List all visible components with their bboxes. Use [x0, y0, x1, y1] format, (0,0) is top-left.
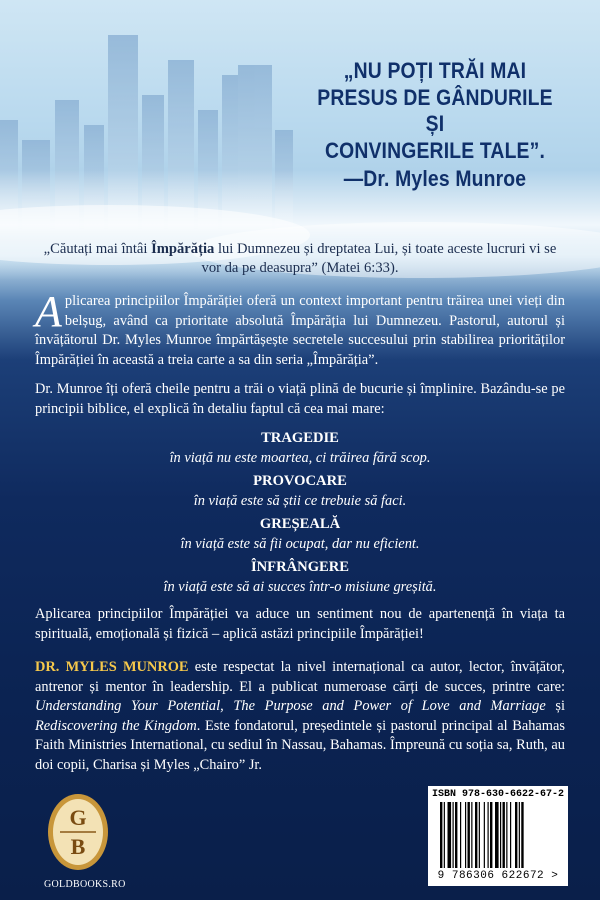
key-word: ÎNFRÂNGERE: [250, 559, 350, 575]
logo-letter-bottom: B: [70, 834, 86, 859]
barcode-stripe: [444, 802, 445, 868]
key-description: în viață este să fii ocupat, dar nu eficient.: [180, 535, 420, 552]
goldbooks-emblem-icon: [44, 792, 112, 872]
barcode-stripe: [515, 802, 517, 868]
publisher-name: GOLDBOOKS.RO: [44, 879, 126, 890]
publisher-logo: [44, 792, 126, 890]
barcode-digits: 9 786306 622672 >: [437, 870, 559, 882]
keys-intro-paragraph: Dr. Munroe îți oferă cheile pentru a trăi o viață plină de bucurie și împlinire. Bazându-se pe principii biblice, el explică în detaliu faptul că cea mai mare:: [35, 381, 565, 417]
author-bio: DR. MYLES MUNROE este respectat la nivel internațional ca autor, lector, învățător, antrenor și mentor în leadership. El a publicat numeroase cărți de succes, printre care: Understanding Your Potential, The Purpose and Power of Love and Marriage și Rediscovering the Kingdom. Este fondatorul, președintele și pastorul principal al Bahamas Faith Ministries International, cu sediul în Nassau, Bahamas. Împreună cu soția sa, Ruth, au doi copii, Charisa și Myles „Chairo” Jr.: [35, 659, 566, 773]
quote-line-2: PRESUS DE GÂNDURILE ȘI: [317, 84, 553, 137]
intro-paragraph: Aplicarea principiilor Împărăției oferă un context important pentru trăirea unei vieți din belșug, având ca prioritate absolută Împărăția lui Dumnezeu. Pastorul, autorul și învățătorul Dr. Myles Munroe împărtășește secretele succesului prin stabilirea priorităților Împărăției în această a treia carte a sa din seria „Împărăția”.: [35, 287, 565, 368]
logo-letter-top: G: [69, 805, 87, 830]
barcode-stripe: [503, 802, 505, 868]
key-item: [35, 515, 565, 554]
back-cover-text: [35, 287, 566, 785]
barcode-stripe: [490, 802, 492, 868]
quote-line-1: „NU POȚI TRĂI MAI: [343, 58, 527, 83]
key-word: PROVOCARE: [253, 473, 347, 489]
barcode-stripe: [488, 802, 489, 868]
closing-paragraph: Aplicarea principiilor Împărăției va aduce un sentiment nou de apartenență în viața ta spirituală, emoțională și fizică – aplică astăzi principiile Împărăției!: [35, 606, 565, 642]
drop-cap: A: [35, 287, 62, 336]
barcode-stripe: [453, 802, 454, 868]
barcode-stripe: [521, 802, 523, 868]
barcode-bars: [440, 802, 556, 870]
barcode-stripe: [510, 802, 511, 868]
quote-line-3: CONVINGERILE TALE”.: [324, 137, 546, 163]
bible-verse: „Căutați mai întâi Împărăția lui Dumnezeu și dreptatea Lui, și toate aceste lucruri vi se vor da pe deasupra” (Matei 6:33).: [43, 241, 557, 276]
barcode-stripe: [448, 802, 452, 868]
key-item: [35, 558, 565, 597]
barcode-stripe: [471, 802, 472, 868]
barcode-stripe: [519, 802, 520, 868]
barcode-stripe: [500, 802, 501, 868]
barcode-stripe: [468, 802, 470, 868]
key-description: în viață este să ai succes într-o misiune greșită.: [163, 578, 437, 595]
barcode-stripe: [440, 802, 442, 868]
isbn-barcode: [428, 786, 568, 886]
key-item: [35, 472, 565, 511]
headline-quote: [306, 58, 564, 193]
key-word: GREȘEALĂ: [259, 516, 341, 532]
barcode-stripe: [484, 802, 485, 868]
quote-author: —Dr. Myles Munroe: [343, 166, 527, 192]
key-word: TRAGEDIE: [261, 430, 339, 446]
author-name: DR. MYLES MUNROE: [35, 659, 189, 675]
barcode-stripe: [495, 802, 499, 868]
barcode-stripe: [455, 802, 457, 868]
barcode-stripe: [460, 802, 461, 868]
barcode-stripe: [506, 802, 507, 868]
barcode-stripe: [479, 802, 480, 868]
key-item: [35, 429, 565, 468]
barcode-stripe: [465, 802, 466, 868]
key-description: în viață nu este moartea, ci trăirea fără scop.: [169, 449, 431, 466]
barcode-stripe: [475, 802, 477, 868]
key-description: în viață este să știi ce trebuie să faci.: [193, 492, 407, 509]
isbn-number: ISBN 978-630-6622-67-2: [431, 789, 565, 800]
